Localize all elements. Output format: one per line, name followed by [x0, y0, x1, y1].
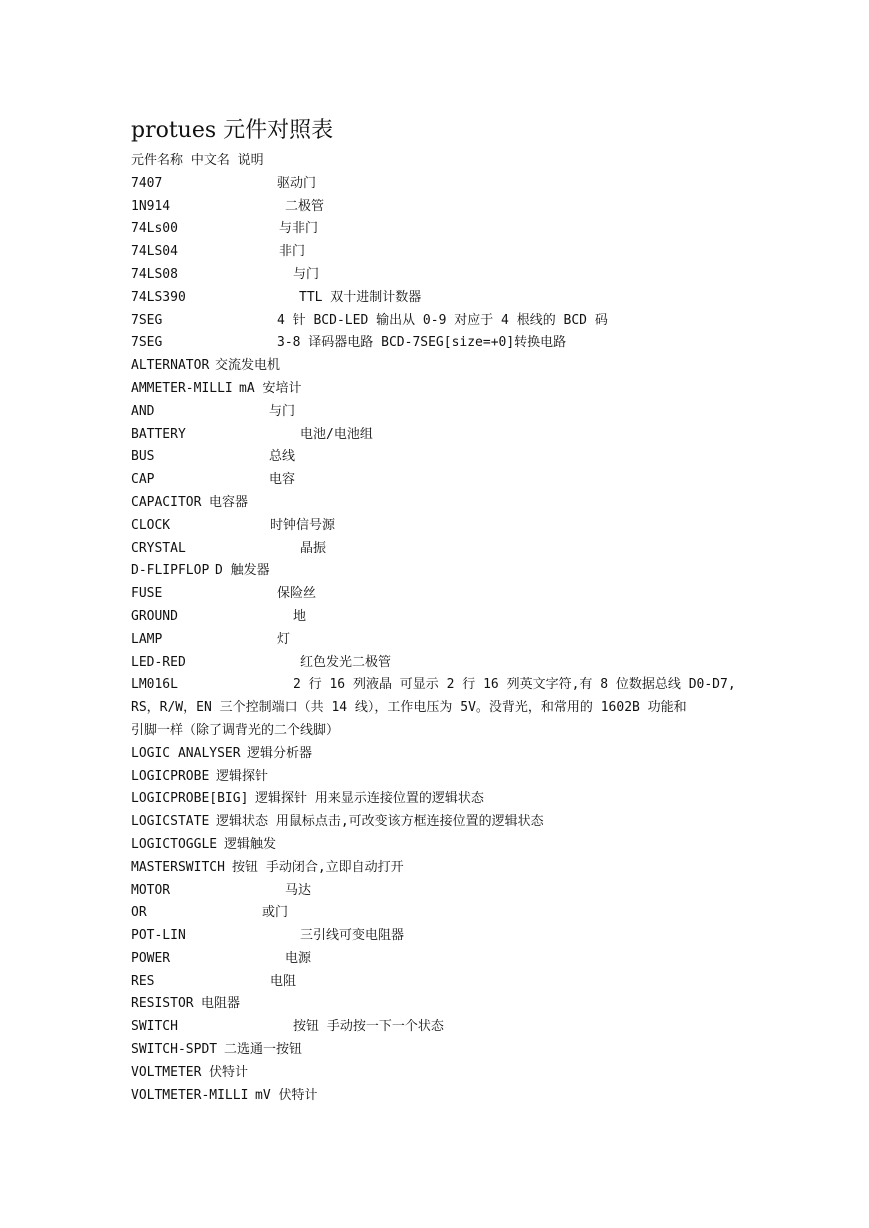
component-desc: 电容 [269, 472, 296, 488]
table-row [131, 674, 751, 697]
component-name: LOGICTOGGLE [131, 836, 218, 852]
component-name: POT-LIN [131, 928, 186, 944]
component-name: FUSE [131, 586, 163, 602]
table-header [131, 150, 751, 173]
table-row [131, 1062, 751, 1085]
component-name: OR [131, 905, 147, 921]
component-desc: 与门 [269, 403, 296, 419]
table-row [131, 378, 751, 401]
component-name: VOLTMETER [131, 1064, 202, 1080]
component-desc: 三引线可变电阻器 [300, 928, 405, 944]
component-name: GROUND [131, 608, 178, 624]
component-desc: 按钮 手动按一下一个状态 [293, 1019, 444, 1035]
component-name: LOGICSTATE [131, 814, 210, 830]
component-name: 7SEG [131, 312, 163, 328]
component-desc: 与非门 [279, 221, 319, 237]
component-desc: 时钟信号源 [270, 517, 336, 533]
component-name: D-FLIPFLOP [131, 563, 210, 579]
component-desc: TTL 双十进制计数器 [299, 289, 422, 305]
table-row [131, 993, 751, 1016]
table-row [131, 196, 751, 219]
component-desc: 与门 [293, 266, 320, 282]
table-row [131, 241, 751, 264]
component-desc: 地 [293, 608, 307, 624]
table-row [131, 880, 751, 903]
component-desc: 二极管 [285, 198, 325, 214]
component-name: POWER [131, 950, 171, 966]
table-row [131, 834, 751, 857]
component-desc: 晶振 [300, 540, 327, 556]
component-name: 7SEG [131, 335, 163, 351]
component-name: SWITCH [131, 1019, 178, 1035]
table-row [131, 925, 751, 948]
component-desc: 或门 [262, 905, 289, 921]
component-name: MASTERSWITCH [131, 859, 225, 875]
component-desc: 电源 [285, 950, 312, 966]
component-name: MOTOR [131, 882, 171, 898]
component-name: BUS [131, 449, 155, 465]
component-desc: 二选通一按钮 [224, 1042, 303, 1058]
table-row [131, 948, 751, 971]
table-row [131, 401, 751, 424]
component-desc: 逻辑触发 [224, 836, 277, 852]
table-row [131, 492, 751, 515]
component-name: BATTERY [131, 426, 186, 442]
component-name: CAPACITOR [131, 494, 202, 510]
component-name: SWITCH-SPDT [131, 1042, 218, 1058]
table-row [131, 560, 751, 583]
table-row [131, 971, 751, 994]
component-name: CRYSTAL [131, 540, 186, 556]
component-desc: 逻辑探针 用来显示连接位置的逻辑状态 [255, 791, 484, 807]
table-row [131, 629, 751, 652]
component-desc: 3-8 译码器电路 BCD-7SEG[size=+0]转换电路 [277, 335, 567, 351]
table-row [131, 788, 751, 811]
component-desc: 保险丝 [277, 586, 317, 602]
component-desc: 按钮 手动闭合,立即自动打开 [232, 859, 404, 875]
table-row [131, 355, 751, 378]
component-desc: 伏特计 [209, 1064, 249, 1080]
table-row [131, 902, 751, 925]
component-desc: 电池/电池组 [300, 426, 373, 442]
component-name: RES [131, 973, 155, 989]
table-row [131, 264, 751, 287]
table-row [131, 310, 751, 333]
table-row [131, 743, 751, 766]
table-row [131, 469, 751, 492]
component-desc: D 触发器 [215, 563, 270, 579]
component-desc: 逻辑探针 [216, 768, 269, 784]
component-name: LOGIC ANALYSER [131, 745, 241, 761]
table-row [131, 766, 751, 789]
table-row [131, 1085, 751, 1108]
component-desc: 电容器 [209, 494, 249, 510]
component-desc: 逻辑分析器 [247, 745, 313, 761]
component-name: AMMETER-MILLI [131, 380, 233, 396]
table-row [131, 652, 751, 675]
component-name: 74Ls00 [131, 221, 178, 237]
component-desc: 总线 [269, 449, 296, 465]
component-desc: 灯 [277, 631, 291, 647]
table-row [131, 583, 751, 606]
component-desc: 驱动门 [277, 175, 317, 191]
component-name: LOGICPROBE [131, 768, 210, 784]
table-row [131, 811, 751, 834]
table-row [131, 515, 751, 538]
component-name: AND [131, 403, 155, 419]
table-row [131, 538, 751, 561]
table-row [131, 287, 751, 310]
component-desc: mA 安培计 [239, 380, 302, 396]
description-continuation: RS，R/W，EN 三个控制端口（共 14 线），工作电压为 5V。没背光，和常用的 1602B 功能和 [131, 700, 687, 716]
component-name: LOGICPROBE[BIG] [131, 791, 249, 807]
component-desc: 非门 [279, 244, 306, 260]
table-row [131, 424, 751, 447]
table-row [131, 173, 751, 196]
component-name: 74LS08 [131, 266, 178, 282]
page-title: protues 元件对照表 [131, 118, 334, 143]
component-desc: 交流发电机 [215, 358, 281, 374]
component-table [131, 150, 751, 1107]
component-desc: 2 行 16 列液晶 可显示 2 行 16 列英文字符,有 8 位数据总线 D0-D7, [293, 677, 736, 693]
component-name: LAMP [131, 631, 163, 647]
table-row [131, 446, 751, 469]
component-name: RESISTOR [131, 996, 194, 1012]
component-desc: 红色发光二极管 [300, 654, 392, 670]
table-row [131, 1016, 751, 1039]
component-name: 74LS390 [131, 289, 186, 305]
component-name: 1N914 [131, 198, 171, 214]
component-desc: 逻辑状态 用鼠标点击,可改变该方框连接位置的逻辑状态 [216, 814, 544, 830]
component-name: 7407 [131, 175, 163, 191]
component-name: LM016L [131, 677, 178, 693]
table-row [131, 218, 751, 241]
component-desc: 电阻 [270, 973, 297, 989]
component-name: VOLTMETER-MILLI [131, 1087, 249, 1103]
component-desc: 电阻器 [201, 996, 241, 1012]
component-name: CAP [131, 472, 155, 488]
table-row [131, 857, 751, 880]
component-name: ALTERNATOR [131, 358, 210, 374]
description-continuation: 引脚一样（除了调背光的二个线脚） [131, 722, 340, 738]
component-name: LED-RED [131, 654, 186, 670]
component-desc: mV 伏特计 [255, 1087, 318, 1103]
component-desc: 马达 [285, 882, 312, 898]
header-text: 元件名称 中文名 说明 [131, 153, 264, 168]
table-row [131, 606, 751, 629]
table-row [131, 1039, 751, 1062]
component-name: CLOCK [131, 517, 171, 533]
component-name: 74LS04 [131, 244, 178, 260]
table-row [131, 332, 751, 355]
component-desc: 4 针 BCD-LED 输出从 0-9 对应于 4 根线的 BCD 码 [277, 312, 608, 328]
